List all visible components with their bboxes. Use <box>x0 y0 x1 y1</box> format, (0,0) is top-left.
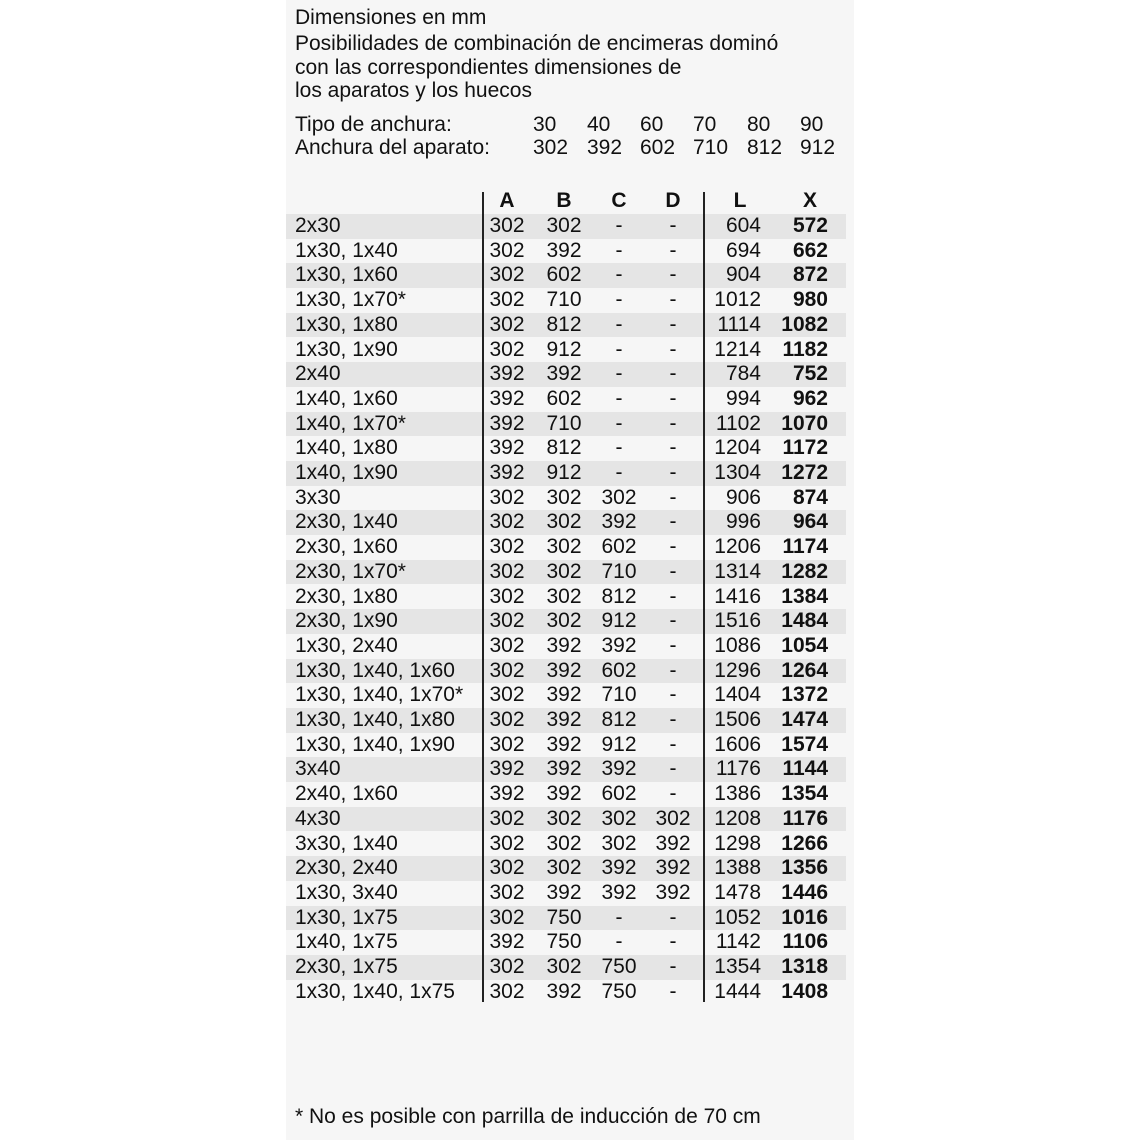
cell-d: - <box>669 436 677 460</box>
cell-l: 1052 <box>714 905 761 929</box>
table-row <box>286 288 846 313</box>
cell-c: - <box>615 461 623 484</box>
cell-a: 302 <box>489 312 525 336</box>
row-label: 1x30, 1x90 <box>295 337 398 361</box>
table-row <box>286 585 846 610</box>
column-divider <box>482 192 484 1002</box>
table-row <box>286 733 846 758</box>
row-label: 3x30 <box>295 485 341 509</box>
column-header-d: D <box>665 189 681 212</box>
cell-d: 392 <box>655 856 691 880</box>
cell-x: 1372 <box>781 683 828 707</box>
width-type-value: 30 <box>533 113 557 136</box>
cell-b: 392 <box>546 658 582 682</box>
cell-b: 750 <box>546 905 582 929</box>
row-label: 2x30, 1x70* <box>295 559 406 583</box>
cell-a: 392 <box>489 411 525 435</box>
cell-c: 392 <box>601 856 637 880</box>
heading-line-1: Dimensiones en mm <box>295 6 487 29</box>
cell-a: 302 <box>489 559 525 583</box>
cell-a: 302 <box>489 979 525 1003</box>
cell-c: 602 <box>601 782 637 806</box>
row-label: 1x30, 1x60 <box>295 263 398 287</box>
cell-b: 302 <box>546 806 582 830</box>
cell-c: - <box>615 905 623 929</box>
cell-d: - <box>669 708 677 731</box>
cell-l: 1386 <box>714 782 761 806</box>
cell-a: 302 <box>489 288 525 312</box>
cell-c: 392 <box>601 510 637 534</box>
cell-l: 906 <box>725 485 761 509</box>
table-row <box>286 757 846 782</box>
table-row <box>286 560 846 585</box>
cell-a: 302 <box>489 905 525 929</box>
cell-l: 994 <box>725 386 761 410</box>
cell-c: - <box>615 436 623 460</box>
heading-line-3: con las correspondientes dimensiones de <box>295 56 682 79</box>
cell-d: - <box>669 238 677 262</box>
cell-x: 980 <box>792 288 828 312</box>
cell-a: 392 <box>489 362 525 386</box>
cell-a: 302 <box>489 510 525 534</box>
cell-x: 1282 <box>781 559 828 583</box>
cell-a: 302 <box>489 732 525 756</box>
width-type-value: 90 <box>800 113 824 136</box>
column-header-x: X <box>802 189 817 212</box>
appliance-width-value: 912 <box>800 136 836 159</box>
cell-c: 812 <box>601 584 637 608</box>
table-row <box>286 980 846 1005</box>
cell-b: 302 <box>546 510 582 534</box>
cell-a: 302 <box>489 584 525 608</box>
cell-l: 1142 <box>715 930 761 954</box>
cell-d: - <box>669 905 677 929</box>
cell-a: 302 <box>489 263 525 287</box>
cell-c: 750 <box>601 979 637 1003</box>
table-row <box>286 214 846 239</box>
column-header-b: B <box>556 189 572 212</box>
cell-b: 302 <box>546 955 582 978</box>
cell-l: 1114 <box>717 312 761 336</box>
cell-l: 1354 <box>714 955 761 978</box>
cell-d: - <box>669 757 677 781</box>
cell-d: - <box>669 386 677 410</box>
width-type-value: 70 <box>693 113 717 136</box>
cell-c: 392 <box>601 633 637 657</box>
table-row <box>286 609 846 634</box>
table-row <box>286 510 846 535</box>
column-header-c: C <box>611 189 627 212</box>
cell-x: 1574 <box>781 732 828 756</box>
cell-a: 302 <box>489 633 525 657</box>
cell-l: 1404 <box>714 683 761 707</box>
row-label: 2x30 <box>295 214 341 237</box>
table-row <box>286 313 846 338</box>
cell-a: 302 <box>489 856 525 880</box>
cell-l: 1176 <box>715 757 761 781</box>
cell-b: 302 <box>546 535 582 559</box>
cell-d: - <box>669 732 677 756</box>
cell-b: 302 <box>546 559 582 583</box>
cell-c: - <box>615 411 623 435</box>
cell-a: 302 <box>489 214 525 237</box>
row-label: 1x30, 2x40 <box>295 633 398 657</box>
cell-x: 1356 <box>781 856 828 880</box>
row-label: 2x30, 1x90 <box>295 609 398 633</box>
cell-d: - <box>669 683 677 707</box>
row-label: 2x40 <box>295 362 341 386</box>
cell-x: 572 <box>792 214 828 237</box>
table-row <box>286 955 846 980</box>
cell-b: 392 <box>546 880 582 904</box>
cell-l: 1012 <box>714 288 761 312</box>
heading-line-4: los aparatos y los huecos <box>295 79 532 102</box>
cell-d: - <box>669 955 677 978</box>
cell-b: 912 <box>546 337 582 361</box>
cell-l: 1506 <box>714 708 761 731</box>
cell-c: 912 <box>601 609 637 633</box>
cell-l: 604 <box>725 214 761 237</box>
cell-b: 392 <box>546 732 582 756</box>
cell-d: 392 <box>655 831 691 855</box>
cell-a: 302 <box>489 658 525 682</box>
cell-x: 962 <box>792 386 828 410</box>
cell-d: - <box>669 535 677 559</box>
cell-b: 302 <box>546 856 582 880</box>
row-label: 3x30, 1x40 <box>295 831 398 855</box>
cell-d: - <box>669 263 677 287</box>
row-label: 1x30, 1x40, 1x90 <box>295 732 455 756</box>
width-type-label: Tipo de anchura: <box>295 113 452 136</box>
cell-l: 1208 <box>714 806 761 830</box>
cell-c: - <box>615 214 623 237</box>
cell-x: 1106 <box>782 930 828 954</box>
cell-d: - <box>669 214 677 237</box>
footnote: * No es posible con parrilla de inducción de 70 cm <box>295 1105 761 1128</box>
row-label: 1x40, 1x90 <box>295 461 398 484</box>
table-row <box>286 906 846 931</box>
cell-a: 392 <box>489 386 525 410</box>
cell-x: 1264 <box>781 658 828 682</box>
cell-d: - <box>669 485 677 509</box>
cell-d: - <box>669 658 677 682</box>
cell-d: - <box>669 782 677 806</box>
cell-a: 302 <box>489 806 525 830</box>
table-row <box>286 881 846 906</box>
cell-c: 912 <box>601 732 637 756</box>
cell-l: 1304 <box>714 461 761 484</box>
cell-b: 392 <box>546 757 582 781</box>
cell-d: - <box>669 609 677 633</box>
cell-d: - <box>669 362 677 386</box>
cell-l: 1086 <box>714 633 761 657</box>
table-row <box>286 263 846 288</box>
row-label: 1x30, 1x40, 1x60 <box>295 658 455 682</box>
table-row <box>286 436 846 461</box>
cell-a: 392 <box>489 436 525 460</box>
table-row <box>286 387 846 412</box>
row-label: 2x30, 1x60 <box>295 535 398 559</box>
cell-x: 662 <box>792 238 828 262</box>
cell-l: 1416 <box>714 584 761 608</box>
cell-c: - <box>615 238 623 262</box>
cell-x: 1174 <box>782 535 828 559</box>
cell-b: 392 <box>546 979 582 1003</box>
cell-x: 752 <box>792 362 828 386</box>
cell-d: - <box>669 312 677 336</box>
cell-x: 1446 <box>781 880 828 904</box>
heading-line-2: Posibilidades de combinación de encimeras dominó <box>295 32 779 55</box>
row-label: 2x30, 1x80 <box>295 584 398 608</box>
cell-a: 302 <box>489 485 525 509</box>
cell-a: 302 <box>489 609 525 633</box>
cell-l: 996 <box>725 510 761 534</box>
cell-a: 302 <box>489 238 525 262</box>
cell-c: 710 <box>601 683 637 707</box>
row-label: 1x30, 1x40 <box>295 238 398 262</box>
cell-d: - <box>669 633 677 657</box>
width-type-value: 60 <box>640 113 664 136</box>
table-row <box>286 659 846 684</box>
column-header-l: L <box>733 189 747 212</box>
cell-l: 1214 <box>714 337 761 361</box>
cell-x: 1176 <box>782 806 828 830</box>
cell-c: 750 <box>601 955 637 978</box>
cell-b: 392 <box>546 782 582 806</box>
row-label: 1x30, 1x40, 1x75 <box>295 979 455 1003</box>
cell-x: 872 <box>792 263 828 287</box>
table-row <box>286 461 846 486</box>
cell-c: - <box>615 263 623 287</box>
cell-a: 302 <box>489 880 525 904</box>
cell-l: 784 <box>725 362 761 386</box>
appliance-width-value: 302 <box>533 136 569 159</box>
cell-d: - <box>669 930 677 954</box>
cell-b: 302 <box>546 214 582 237</box>
row-label: 1x30, 3x40 <box>295 880 398 904</box>
cell-b: 710 <box>546 288 582 312</box>
cell-l: 1102 <box>715 411 761 435</box>
table-row <box>286 782 846 807</box>
appliance-width-label: Anchura del aparato: <box>295 136 490 159</box>
appliance-width-value: 710 <box>693 136 729 159</box>
row-label: 1x40, 1x60 <box>295 386 398 410</box>
table-row <box>286 239 846 264</box>
cell-l: 1606 <box>714 732 761 756</box>
cell-c: - <box>615 386 623 410</box>
cell-x: 1016 <box>781 905 828 929</box>
cell-c: - <box>615 312 623 336</box>
cell-b: 392 <box>546 708 582 731</box>
row-label: 1x30, 1x75 <box>295 905 398 929</box>
cell-x: 1384 <box>781 584 828 608</box>
cell-c: 602 <box>601 658 637 682</box>
cell-l: 1204 <box>714 436 761 460</box>
cell-a: 302 <box>489 955 525 978</box>
cell-a: 392 <box>489 461 525 484</box>
cell-l: 1388 <box>714 856 761 880</box>
cell-l: 1314 <box>714 559 761 583</box>
width-type-value: 40 <box>587 113 611 136</box>
cell-x: 1484 <box>781 609 828 633</box>
cell-d: - <box>669 979 677 1003</box>
column-divider <box>703 192 705 1002</box>
appliance-width-value: 602 <box>640 136 676 159</box>
cell-c: 602 <box>601 535 637 559</box>
table-row <box>286 683 846 708</box>
cell-x: 1070 <box>781 411 828 435</box>
table-row <box>286 486 846 511</box>
cell-b: 302 <box>546 609 582 633</box>
row-label: 2x40, 1x60 <box>295 782 398 806</box>
appliance-width-value: 812 <box>747 136 783 159</box>
table-row <box>286 832 846 857</box>
cell-b: 602 <box>546 386 582 410</box>
row-label: 2x30, 2x40 <box>295 856 398 880</box>
row-label: 1x30, 1x70* <box>295 288 406 312</box>
cell-b: 812 <box>546 312 582 336</box>
cell-x: 1272 <box>781 461 828 484</box>
cell-b: 392 <box>546 683 582 707</box>
cell-x: 1172 <box>782 436 828 460</box>
cell-l: 1478 <box>714 880 761 904</box>
cell-d: 302 <box>655 806 691 830</box>
cell-b: 302 <box>546 584 582 608</box>
cell-c: 302 <box>601 831 637 855</box>
cell-x: 964 <box>792 510 828 534</box>
cell-c: 812 <box>601 708 637 731</box>
row-label: 2x30, 1x75 <box>295 955 398 978</box>
cell-b: 392 <box>546 633 582 657</box>
cell-d: - <box>669 584 677 608</box>
cell-b: 710 <box>546 411 582 435</box>
row-label: 1x30, 1x80 <box>295 312 398 336</box>
cell-a: 392 <box>489 930 525 954</box>
appliance-width-value: 392 <box>587 136 623 159</box>
width-type-value: 80 <box>747 113 771 136</box>
cell-d: - <box>669 337 677 361</box>
cell-d: - <box>669 510 677 534</box>
cell-c: - <box>615 337 623 361</box>
cell-a: 302 <box>489 831 525 855</box>
cell-l: 1444 <box>714 979 761 1003</box>
cell-b: 750 <box>546 930 582 954</box>
table-row <box>286 807 846 832</box>
cell-c: 302 <box>601 485 637 509</box>
cell-b: 392 <box>546 238 582 262</box>
cell-b: 392 <box>546 362 582 386</box>
cell-x: 1408 <box>781 979 828 1003</box>
cell-x: 1144 <box>782 757 828 781</box>
table-row <box>286 412 846 437</box>
cell-a: 392 <box>489 782 525 806</box>
cell-l: 1298 <box>714 831 761 855</box>
cell-l: 1206 <box>714 535 761 559</box>
cell-b: 912 <box>546 461 582 484</box>
row-label: 1x40, 1x70* <box>295 411 406 435</box>
row-label: 1x30, 1x40, 1x70* <box>295 683 464 707</box>
cell-a: 302 <box>489 337 525 361</box>
cell-d: - <box>669 461 677 484</box>
cell-a: 392 <box>489 757 525 781</box>
cell-x: 874 <box>792 485 828 509</box>
row-label: 3x40 <box>295 757 341 781</box>
cell-x: 1474 <box>781 708 828 731</box>
cell-l: 904 <box>725 263 761 287</box>
row-label: 2x30, 1x40 <box>295 510 398 534</box>
cell-d: - <box>669 559 677 583</box>
table-row <box>286 362 846 387</box>
cell-x: 1054 <box>781 633 828 657</box>
cell-a: 302 <box>489 683 525 707</box>
cell-c: 302 <box>601 806 637 830</box>
cell-x: 1182 <box>782 337 828 361</box>
table-row <box>286 535 846 560</box>
cell-d: - <box>669 288 677 312</box>
cell-c: 392 <box>601 757 637 781</box>
cell-c: - <box>615 362 623 386</box>
row-label: 4x30 <box>295 806 341 830</box>
cell-x: 1266 <box>781 831 828 855</box>
cell-x: 1082 <box>781 312 828 336</box>
row-label: 1x40, 1x75 <box>295 930 398 954</box>
cell-l: 694 <box>725 238 761 262</box>
cell-x: 1354 <box>781 782 828 806</box>
cell-d: 392 <box>655 880 691 904</box>
cell-b: 302 <box>546 831 582 855</box>
row-label: 1x40, 1x80 <box>295 436 398 460</box>
table-row <box>286 930 846 955</box>
cell-d: - <box>669 411 677 435</box>
column-header-a: A <box>499 189 515 212</box>
table-row <box>286 634 846 659</box>
cell-x: 1318 <box>781 955 828 978</box>
cell-b: 602 <box>546 263 582 287</box>
cell-l: 1296 <box>714 658 761 682</box>
cell-b: 812 <box>546 436 582 460</box>
cell-c: 392 <box>601 880 637 904</box>
cell-c: 710 <box>601 559 637 583</box>
row-label: 1x30, 1x40, 1x80 <box>295 708 455 731</box>
cell-l: 1516 <box>714 609 761 633</box>
cell-c: - <box>615 288 623 312</box>
table-row <box>286 338 846 363</box>
cell-b: 302 <box>546 485 582 509</box>
table-row <box>286 708 846 733</box>
cell-a: 302 <box>489 535 525 559</box>
cell-a: 302 <box>489 708 525 731</box>
cell-c: - <box>615 930 623 954</box>
table-row <box>286 856 846 881</box>
